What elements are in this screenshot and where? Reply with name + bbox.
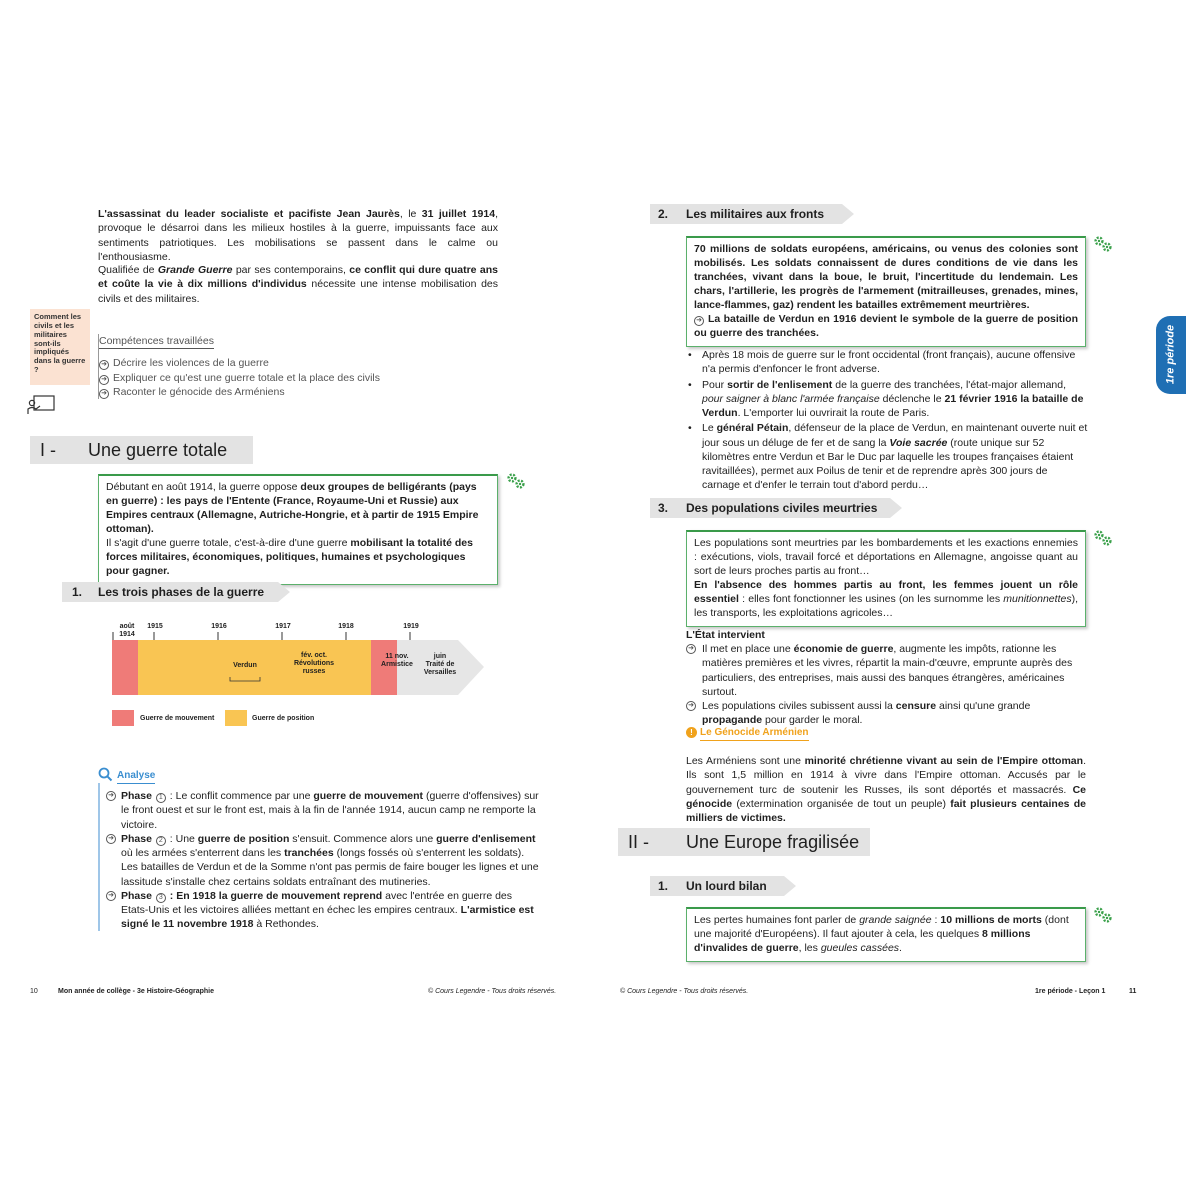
timeline-year: 1916 (211, 623, 227, 630)
analyse-phase-2: ➜ Phase 2 : Une guerre de position s'ensuit. Commence alors une guerre d'enlisement où les armées s'enterrent dans les tranchées (longs fossés où s'enterrent les soldats). Les batailles de Verdun et de la Somme n'ont pas permis de faire bouger les lignes et une lassitude s'installe chez certains soldats entraînant des mutineries. (106, 832, 540, 889)
competence-item: ➜ Décrire les violences de la guerre (99, 356, 418, 370)
gears-icon (1093, 235, 1115, 253)
timeline-year: 1918 (338, 623, 354, 630)
footer-copyright-left: © Cours Legendre - Tous droits réservés. (428, 988, 557, 995)
sub-banner-3: 3. Des populations civiles meurtries (650, 498, 902, 518)
section-title: Une Europe fragilisée (686, 831, 860, 852)
arrow-circle-icon: ➜ (99, 375, 109, 385)
magnifier-icon (98, 767, 113, 782)
footer-page-number-right: 11 (1129, 988, 1137, 995)
definition-box-1: Débutant en août 1914, la guerre oppose deux groupes de belligérants (pays en guerre) : les pays de l'Entente (France, Royaume-Uni et Russie) aux Empires centraux (Allemagne, Autriche-Hongrie, et à partir de 1915 Empire ottoman). Il s'agit d'une guerre totale, c'est-à-dire d'une guerre mobilisant la totalité des forces militaires, économiques, politiques, humaines et psychologiques pour gagner. (98, 474, 498, 585)
section-title: Une guerre totale (88, 439, 228, 460)
verdun-bullet-list (684, 348, 1088, 494)
footer-copyright-right: © Cours Legendre - Tous droits réservés. (620, 988, 749, 995)
intro-paragraph-1: L'assassinat du leader socialiste et pacifiste Jean Jaurès, le 31 juillet 1914, provoque le désarroi dans les milieux hostiles à la guerre, impuissants face aux sentiments patriotiques. Les mobilisations se passent dans le calme ou l'enthousiasme. (98, 208, 498, 263)
legend-label-position: Guerre de position (252, 715, 315, 722)
list-item: • Après 18 mois de guerre sur le front occidental (front français), aucune offensive n'a permis d'enfoncer le front adverse. (684, 348, 1088, 377)
list-item: • Le général Pétain, défenseur de la place de Verdun, en maintenant ouverte nuit et jour sous un déluge de fer et de sang la Voie sacrée (route unique sur 52 kilomètres entre Verdun et Bar le Duc par laquelle les troupes françaises étaient ravitaillées), permet aux Poilus de tenir et de reprendre après 300 jours de carnage et d'enfer le terrain tout d'abord perdu… (684, 421, 1088, 492)
analyse-phase-3: ➜ Phase 3 : En 1918 la guerre de mouvement reprend avec l'entrée en guerre des Etats-Unis et les victoires alliées mettant en échec les empires centraux. L'armistice est signé le 11 novembre 1918 à Rethondes. (106, 889, 540, 932)
definition-box-2: 70 millions de soldats européens, américains, ou venus des colonies sont mobilisés. Les soldats connaissent de dures conditions de vie dans les tranchées, vivant dans la boue, le bruit, l'incertitude du lendemain. Les chars, l'artillerie, les progrès de l'armement (mitrailleuses, grenades, mines, lance-flammes, gaz) rendent les batailles extrêmement meurtrières. ➜ La bataille de Verdun en 1916 devient le symbole de la guerre de position ou guerre des tranchées. (686, 236, 1086, 347)
definition-box-4: Les pertes humaines font parler de grande saignée : 10 millions de morts (dont une majorité d'Européens). Il faut ajouter à cela, les quelques 8 millions d'invalides de guerre, les gueules cassées. (686, 907, 1086, 962)
sub-banner-2: 2. Les militaires aux fronts (650, 204, 854, 224)
sub-banner-4: 1. Un lourd bilan (650, 876, 796, 896)
arrow-circle-icon: ➜ (686, 701, 696, 711)
arrow-circle-icon: ➜ (106, 834, 116, 844)
timeline-year: 1919 (403, 623, 419, 630)
timeline-event-verdun: Verdun (233, 662, 257, 669)
etat-list (686, 642, 1090, 728)
definition-box-3: Les populations sont meurtries par les bombardements et les exactions ennemies : exécutions, viols, travail forcé et déportations en Allemagne, angoisse quant au sort de leurs proches partis au front… En l'absence des hommes partis au front, les femmes jouent un rôle essentiel : elles font fonctionner les usines (on les surnomme les munitionnettes), les transports, les exploitations agricoles… (686, 530, 1086, 627)
legend-swatch-mouvement (112, 710, 134, 726)
legend-swatch-position (225, 710, 247, 726)
arrow-circle-icon: ➜ (99, 360, 109, 370)
section-banner-1: I - Une guerre totale (30, 436, 253, 464)
analyse-block (106, 789, 540, 932)
arrow-circle-icon: ➜ (106, 891, 116, 901)
sub-banner-1: 1. Les trois phases de la guerre (62, 582, 290, 602)
footer-book-title: Mon année de collège - 3e Histoire-Géographie (58, 988, 214, 995)
timeline-chart (112, 620, 492, 735)
timeline-event-revolutions: fév. oct. Révolutions russes (293, 652, 335, 676)
arrow-circle-icon: ➜ (694, 316, 704, 326)
analyse-header: Analyse (98, 767, 158, 783)
timeline-year: 1915 (147, 623, 163, 630)
question-box: Comment les civils et les militaires sont-ils impliqués dans la guerre ? (30, 309, 90, 385)
competence-item: ➜ Expliquer ce qu'est une guerre totale et la place des civils (99, 371, 418, 385)
list-item: ➜ Il met en place une économie de guerre, augmente les impôts, rationne les matières premières et les vivres, répartit la main-d'œuvre, emprunte auprès des particuliers, des entreprises, mais aussi des banques étrangères, américaines surtout. (686, 642, 1090, 699)
footer-lesson: 1re période - Leçon 1 (1035, 988, 1106, 995)
competences-block (98, 334, 418, 399)
period-side-tab[interactable]: 1re période (1156, 316, 1186, 394)
timeline-year: 1917 (275, 623, 291, 630)
timeline-event-traite: juin Traité de Versailles (423, 653, 457, 677)
competence-item: ➜ Raconter le génocide des Arméniens (99, 385, 418, 399)
etat-title: L'État intervient (686, 629, 765, 641)
genocide-paragraph: Les Arméniens sont une minorité chrétienne vivant au sein de l'Empire ottoman. Ils sont 1,5 million en 1914 à vivre dans l'Empire ottoman. Accusés par le gouvernement turc de soutenir les Russes, ils sont déportés et massacrés. Ce génocide (extermination organisée de tout un peuple) fait plusieurs centaines de milliers de victimes. (686, 755, 1086, 825)
list-item: • Pour sortir de l'enlisement de la guerre des tranchées, l'état-major allemand, pour saigner à blanc l'armée française déclenche le 21 février 1916 la bataille de Verdun. L'emporter lui ouvrirait la route de Paris. (684, 378, 1088, 421)
timeline-event-armistice: 11 nov. Armistice (381, 653, 413, 669)
list-item: ➜ Les populations civiles subissent aussi la censure ainsi qu'une grande propagande pour garder le moral. (686, 699, 1090, 728)
timeline-movement-1914 (112, 640, 138, 695)
footer-page-number-left: 10 (30, 988, 38, 995)
gears-icon (1093, 906, 1115, 924)
arrow-circle-icon: ➜ (686, 644, 696, 654)
competences-title: Compétences travaillées (99, 334, 214, 349)
legend-label-mouvement: Guerre de mouvement (140, 715, 215, 722)
arrow-circle-icon: ➜ (106, 791, 116, 801)
exclamation-icon: ! (686, 727, 697, 738)
analyse-phase-1: ➜ Phase 1 : Le conflit commence par une guerre de mouvement (guerre d'offensives) sur le front ouest et sur le front est, mais à la fin de l'année 1914, aucun camp ne remporte la victoire. (106, 789, 540, 832)
teacher-board-icon (26, 393, 56, 417)
intro-paragraph-2: Qualifiée de Grande Guerre par ses contemporains, ce conflit qui dure quatre ans et coûte la vie à dix millions d'individus nécessite une intense mobilisation des civils et des militaires. (98, 264, 499, 305)
section-banner-2: II - Une Europe fragilisée (618, 828, 870, 856)
arrow-circle-icon: ➜ (99, 389, 109, 399)
timeline-year: août 1914 (119, 623, 135, 639)
gears-icon (506, 472, 528, 490)
gears-icon (1093, 529, 1115, 547)
